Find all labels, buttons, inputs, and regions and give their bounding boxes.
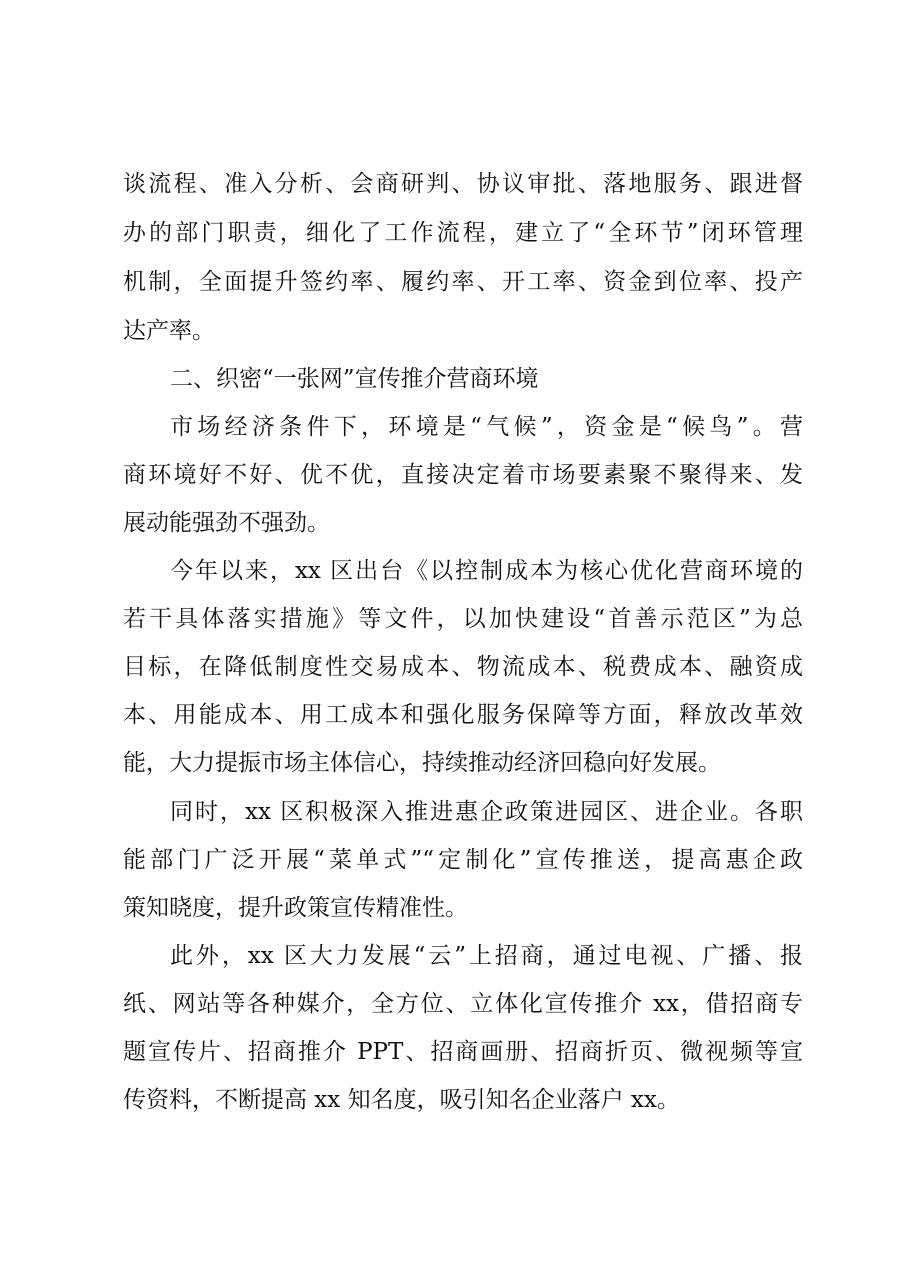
paragraph-line: 展动能强劲不强劲。 xyxy=(123,510,330,536)
paragraph-line: 谈流程、准入分析、会商研判、协议审批、落地服务、跟进督 xyxy=(123,171,803,197)
section-heading: 二、织密“一张网”宣传推介营商环境 xyxy=(170,366,539,392)
paragraph-line: 题宣传片、招商推介 PPT、招商画册、招商折页、微视频等宣 xyxy=(123,1039,803,1065)
paragraph-line: 若干具体落实措施》等文件，以加快建设“首善示范区”为总 xyxy=(123,606,803,632)
paragraph-line: 商环境好不好、优不优，直接决定着市场要素聚不聚得来、发 xyxy=(123,462,803,488)
paragraph-line: 市场经济条件下，环境是“气候”，资金是“候鸟”。营 xyxy=(170,414,803,440)
paragraph-line: 今年以来，xx 区出台《以控制成本为核心优化营商环境的 xyxy=(170,558,803,584)
paragraph-line: 纸、网站等各种媒介，全方位、立体化宣传推介 xx，借招商专 xyxy=(123,991,803,1017)
paragraph-line: 办的部门职责，细化了工作流程，建立了“全环节”闭环管理 xyxy=(123,220,803,246)
paragraph-line: 此外，xx 区大力发展“云”上招商，通过电视、广播、报 xyxy=(170,943,803,969)
paragraph-line: 策知晓度，提升政策宣传精准性。 xyxy=(123,895,468,921)
paragraph-line: 达产率。 xyxy=(123,318,215,344)
paragraph-line: 机制，全面提升签约率、履约率、开工率、资金到位率、投产 xyxy=(123,269,803,295)
paragraph-line: 能，大力提振市场主体信心，持续推动经济回稳向好发展。 xyxy=(123,750,721,776)
paragraph-line: 本、用能成本、用工成本和强化服务保障等方面，释放改革效 xyxy=(123,702,803,728)
paragraph-line: 同时，xx 区积极深入推进惠企政策进园区、进企业。各职 xyxy=(170,799,803,825)
paragraph-line: 传资料，不断提高 xx 知名度，吸引知名企业落户 xx。 xyxy=(123,1087,680,1113)
paragraph-line: 目标，在降低制度性交易成本、物流成本、税费成本、融资成 xyxy=(123,654,803,680)
paragraph-line: 能部门广泛开展“菜单式”“定制化”宣传推送，提高惠企政 xyxy=(123,847,803,873)
